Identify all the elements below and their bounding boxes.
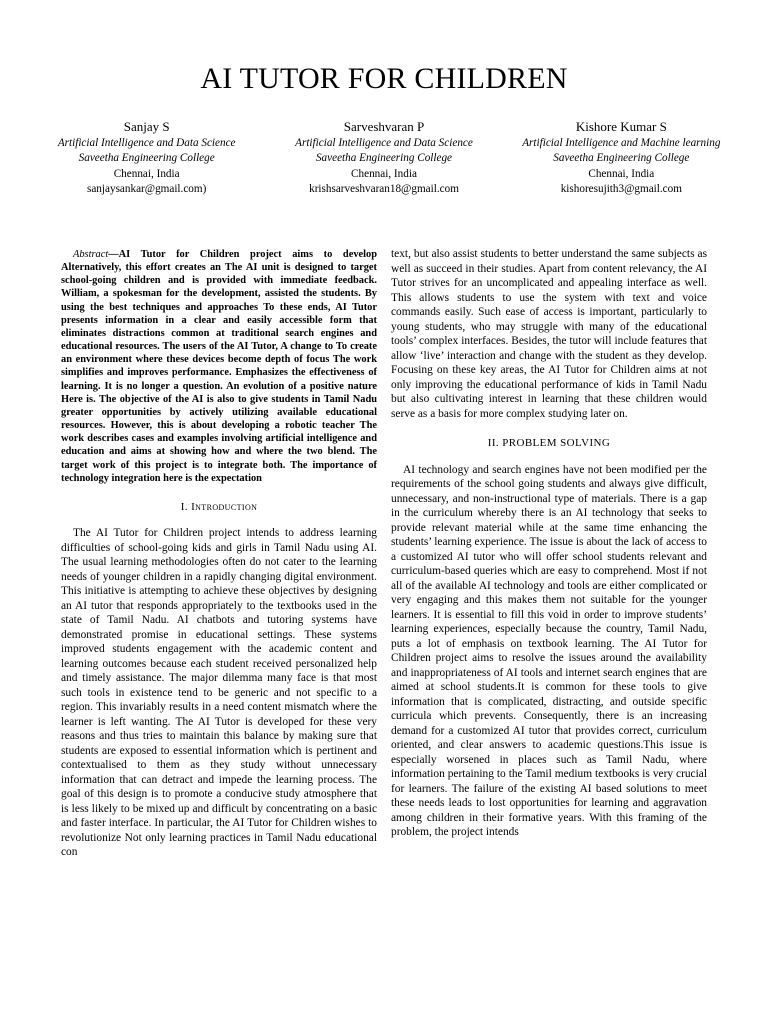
section-heading-introduction [61,500,377,515]
author-name: Kishore Kumar S [575,119,667,134]
author-department: Artificial Intelligence and Data Science [57,137,236,149]
abstract-dash: — [108,249,119,260]
right-column [391,247,707,840]
author-institution: Saveetha Engineering College [315,152,453,165]
paper-title: AI TUTOR FOR CHILDREN [200,62,568,95]
author-1 [28,118,265,198]
abstract [61,248,377,485]
author-email: kishoresujith3@gmail.com [560,183,682,196]
author-2 [265,118,502,198]
section-numeral: I. [180,500,192,513]
author-department: Artificial Intelligence and Machine learning [522,137,721,149]
author-3 [503,118,740,198]
author-name: Sarveshvaran P [343,119,425,134]
author-email: krishsarveshvaran18@gmail.com [309,183,459,196]
author-department: Artificial Intelligence and Data Science [295,137,473,149]
left-column [61,248,377,860]
author-location: Chennai, India [351,167,417,180]
section-title: Introduction [191,500,258,513]
section-heading-problem-solving: II. PROBLEM SOLVING [487,437,611,449]
abstract-label: Abstract [73,249,109,260]
author-name: Sanjay S [123,119,170,134]
abstract-text: AI Tutor for Children project aims to develop Alternatively, this effort creates an The AI unit is designed to target school-going children and is provided with immediate feedback. William, a spokesman for the development, assisted the students. By using the best techniques and approaches To these ends, AI Tutor presents information in a clear and easily accessible form that eliminates distractions common at traditional search engines and educational resources. The users of the AI Tutor, A change to To create an environment where these devices become depth of focus The work simplifies and improves performance. Emphasizes the effectiveness of learning. It is no longer a question. An evolution of a positive nature Here is. The objective of the AI is also to give students in Tamil Nadu greater opportunities by actively utilizing available educational resources. However, this is about developing a robotic teacher The work describes cases and examples involving artificial intelligence and education and aims at showing how and where the two blend. The target work of this project is to integrate both. The importance of technology integration here is the expectation [61,249,377,484]
introduction-continuation: text, but also assist students to better understand the same subjects as well as succeed in their studies. Apart from content relevancy, the AI Tutor strives for an uncomplicated and appealing interface as well. This allows students to use the system with text and voice commands easily. Such ease of access is important, particularly to young students, who may struggle with many of the educational tools’ complex interfaces. Besides, the tutor will include features that allow ‘live’ interaction and change with the student as they develop. Focusing on these key areas, the AI Tutor for Children aims at not only improving the educational performance of kids in Tamil Nadu but also cultivating interest in learning that these children would serve as a basis for more complex studying later on. [391,248,707,420]
introduction-paragraph: The AI Tutor for Children project intends to address learning difficulties of school-going kids and girls in Tamil Nadu using AI. The usual learning methodologies often do not cater to the learning needs of younger children in a rapidly changing digital environment. This initiative is attempting to achieve these objectives by designing an AI tutor that responds appropriately to the textbooks used in the state of Tamil Nadu. AI chatbots and tutoring systems have demonstrated promise in educational settings. These systems improved students engagement with the academic content and learning outcomes because each student received personalized help and timely assistance. The major dilemma many face is that most such tools in existence tend to be generic and not specific to a region. This invariably results in a need content mismatch where the learner is left wanting. The AI Tutor is developed for these very reasons and thus tries to maintain this balance by making sure that students are exposed to essential information which is pertinent and contextualised to them as they study without unnecessary information that can detract and impede the learning process. The goal of this design is to promote a conducive study atmosphere that is less likely to be mixed up and difficult by concentrating on a basic and faster interface. In particular, the AI Tutor for Children wishes to revolutionize Not only learning practices in Tamil Nadu educational con [61,527,377,859]
author-block [28,118,740,198]
author-location: Chennai, India [113,167,180,180]
author-location: Chennai, India [588,167,655,180]
author-email: sanjaysankar@gmail.com) [86,183,207,196]
problem-solving-paragraph: AI technology and search engines have not been modified per the requirements of the school going students and always give difficult, unnecessary, and non-instructional type of materials. There is a gap in the curriculum whereby there is an AI technology that seeks to provide relevant material while at the same time enhancing the students’ learning experience. The issue is about the lack of access to a customized AI tutor who will offer school students relevant and curriculum-based queries which are easy to comprehend. Most if not all of the available AI technology and tools are either complicated or very engaging and this makes them not suitable for the younger learners. It is essential to fill this void in order to improve students’ learning experiences, especially because the country, Tamil Nadu, puts a lot of emphasis on textbook learning. The AI Tutor for Children project aims to resolve the issues around the availability and inappropriateness of AI tools and internet search engines that are aimed at school students.It is common for these tools to give information that is complicated, distracting, and outside specific curricula which prevents. Consequently, there is an increasing demand for a customized AI tutor that provides correct, curriculum oriented, and clear answers to academic questions.This issue is especially worsened in places such as Tamil Nadu, where information pertaining to the Tamil medium textbooks is very crucial for learners. The failure of the existing AI based solutions to meet these needs leads to lost opportunities for learning and aggravation among children in their formative years. With this framing of the problem, the project intends [391,463,707,838]
author-institution: Saveetha Engineering College [78,152,215,165]
author-institution: Saveetha Engineering College [553,152,690,165]
